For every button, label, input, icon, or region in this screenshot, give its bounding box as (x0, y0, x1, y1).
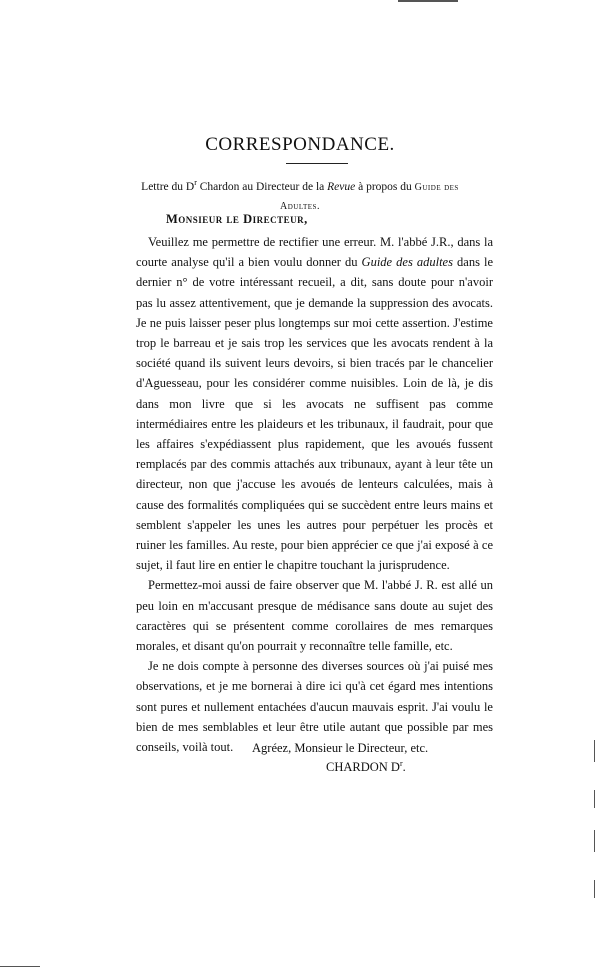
subtitle-sup: r (194, 178, 197, 187)
signature-name: CHARDON D (326, 760, 400, 775)
salutation: Monsieur le Directeur, (166, 212, 308, 226)
subtitle-italic: Revue (327, 180, 356, 193)
subtitle-middle: Chardon au Directeur de la (196, 180, 328, 193)
signature (326, 759, 406, 775)
scan-mark-bottom (0, 966, 40, 967)
scan-mark-right-3 (594, 830, 595, 852)
page-title: CORRESPONDANCE. (205, 134, 395, 155)
scan-mark-right-4 (594, 880, 595, 898)
subtitle-smallcaps: Guide des Adultes. (280, 181, 459, 212)
scan-mark-top (398, 0, 458, 2)
signature-end: . (402, 760, 406, 775)
letter-subtitle (130, 174, 470, 216)
paragraph-2 (136, 575, 493, 656)
closing-formula: Agréez, Monsieur le Directeur, etc. (252, 741, 429, 755)
subtitle-prefix: Lettre du D (141, 180, 195, 193)
scan-mark-right-1 (594, 740, 595, 762)
paragraph-2-text: Permettez-moi aussi de faire observer que M. l'abbé J. R. est allé un peu loin en m'accusant presque de médisance sans doute au sujet des caractères qui se présentent comme corollaires de mes remarques morales, et disant qu'on pourrait y reconnaître telle famille, etc. (136, 578, 493, 654)
signature-sup: r (399, 759, 403, 768)
paragraph-1 (136, 232, 493, 575)
paragraph-3-text: Je ne dois compte à personne des diverses sources où j'ai puisé mes observations, et je me bornerai à dire ici qu'à cet égard mes intentions sont pures et nullement entachées d'aucun mauvais esprit. J'ai voulu le bien de mes semblables et leur être utile autant que possible par mes conseils, voilà tout. (136, 659, 493, 755)
paragraph-1-a: Veuillez me permettre de rectifier une erreur. M. l'abbé J.R., dans la courte analyse qu'il a bien voulu donner du (136, 235, 493, 270)
paragraph-1-italic: Guide des adultes (361, 255, 453, 270)
title-rule (286, 163, 348, 164)
subtitle-after: à propos du (355, 180, 415, 193)
paragraph-1-b: dans le dernier n° de votre intéressant recueil, a dit, sans doute pour n'avoir pas lu assez attentivement, que je demande la suppression des avocats. Je ne puis laisser peser plus longtemps sur moi cette assertion. J'estime trop le barreau et je sais trop les services que les avocats rendent à la société quand ils suivent leurs devoirs, si bien tracés par le chancelier d'Aguesseau, pour les considérer comme nuisibles. Loin de là, je dis dans mon livre que si les avocats ne suffisent pas comme intermédiaires entre les plaideurs et les tribunaux, il faudrait, pour que les affaires s'expédiassent plus rapidement, que les avoués fussent remplacés par des commis attachés aux tribunaux, ayant à leur tête un directeur, non que j'accuse les avoués de lenteurs calculées, mais à cause des formalités compliquées qui se succèdent entre leurs mains et semblent s'appeler les unes les autres pour perpétuer les procès et ruiner les familles. Au reste, pour bien apprécier ce que j'ai exposé à ce sujet, il faut lire en entier le chapitre touchant la jurisprudence. (136, 255, 493, 573)
scan-mark-right-2 (594, 790, 595, 808)
letter-body (136, 232, 493, 757)
